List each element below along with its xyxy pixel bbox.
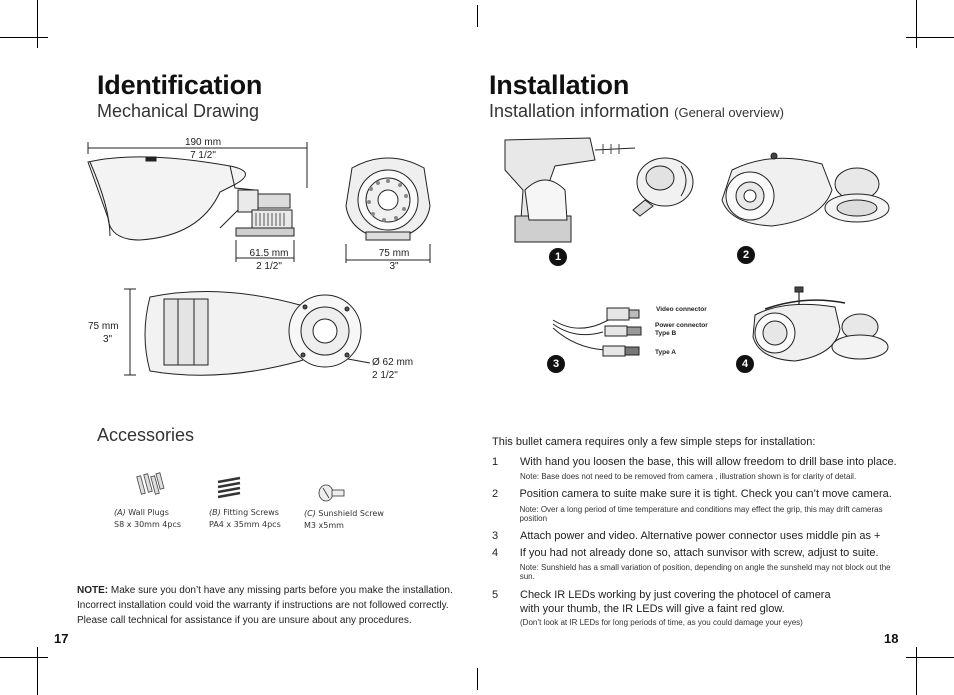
- step-3: 3 Attach power and video. Alternative power connector uses middle pin as +: [492, 530, 881, 542]
- sunshield-screw-icon: [316, 482, 346, 504]
- wall-plugs-icon: [135, 470, 165, 500]
- step-list: [492, 456, 902, 627]
- type-a-label: Type A: [655, 349, 676, 356]
- step-badge-3: 3: [547, 355, 565, 373]
- note-label: NOTE:: [77, 585, 109, 596]
- drill-illustration: [495, 130, 715, 250]
- dim-length-mm: 190 mm: [184, 137, 222, 148]
- step-badge-1: 1: [549, 248, 567, 266]
- camera-top-view-drawing: [100, 285, 400, 380]
- dim-length-in: 7 1/2": [190, 150, 216, 161]
- step-5: 5 Check IR LEDs working by just covering the photocel of camera with your thumb, the IR LEDs will give a faint red glow. (Don’t look at IR LEDs for long periods of time, as you could damage your eyes): [492, 589, 831, 627]
- dim-front-mm: 75 mm: [378, 248, 410, 259]
- left-page-subtitle: Mechanical Drawing: [97, 101, 260, 121]
- left-page-title: Identification: [97, 70, 263, 100]
- right-page-title: Installation: [489, 70, 630, 100]
- page-number-right: 18: [884, 631, 899, 646]
- install-intro: This bullet camera requires only a few simple steps for installation:: [492, 436, 816, 448]
- power-connector-b-label: Power connector Type B: [655, 322, 708, 337]
- dim-mount-in: 2 1/2": [372, 370, 398, 381]
- camera-mounted-illustration: [712, 150, 892, 240]
- dim-front-in: 3": [389, 261, 399, 272]
- step-badge-4: 4: [736, 355, 754, 373]
- dim-mount-mm: Ø 62 mm: [372, 357, 414, 368]
- dim-height-in: 3": [103, 334, 113, 345]
- page-number-left: 17: [54, 631, 69, 646]
- dim-base-mm: 61.5 mm: [249, 248, 289, 259]
- dim-base-in: 2 1/2": [256, 261, 282, 272]
- step-1: 1 With hand you loosen the base, this will allow freedom to drill base into place. Note: Base does not need to be removed from camera , illustration shown is for clarity of detail.: [492, 456, 897, 481]
- dim-height-mm: 75 mm: [88, 321, 119, 332]
- accessories-heading: Accessories: [97, 425, 195, 445]
- video-connector-label: Video connector: [656, 306, 707, 313]
- accessory-a-label: (A) Wall Plugs S8 x 30mm 4pcs: [114, 508, 182, 529]
- note-block: NOTE: Make sure you don’t have any missing parts before you make the installation. Incorrect installation could void the warranty if instructions are not followed correctly. Please call technical for assistance if you are unsure about any procedures.: [77, 585, 453, 626]
- sunshield-attach-illustration: [745, 285, 895, 370]
- step-badge-2: 2: [737, 246, 755, 264]
- fitting-screws-icon: [214, 474, 244, 500]
- accessory-b-label: (B) Fitting Screws PA4 x 35mm 4pcs: [209, 508, 281, 529]
- step-2: 2 Position camera to suite make sure it is tight. Check you can’t move camera. Note: Over a long period of time temperature and conditions may effect the grip, this may drift cameras position: [492, 488, 892, 523]
- step-4: 4 If you had not already done so, attach sunvisor with screw, adjust to suite. Note: Sunshield has a small variation of position, depending on angle the sunsheld may not block out the sun.: [492, 547, 891, 581]
- accessory-c-label: (C) Sunshield Screw M3 x5mm: [304, 509, 384, 530]
- right-page-subtitle: Installation information (General overview): [489, 101, 784, 121]
